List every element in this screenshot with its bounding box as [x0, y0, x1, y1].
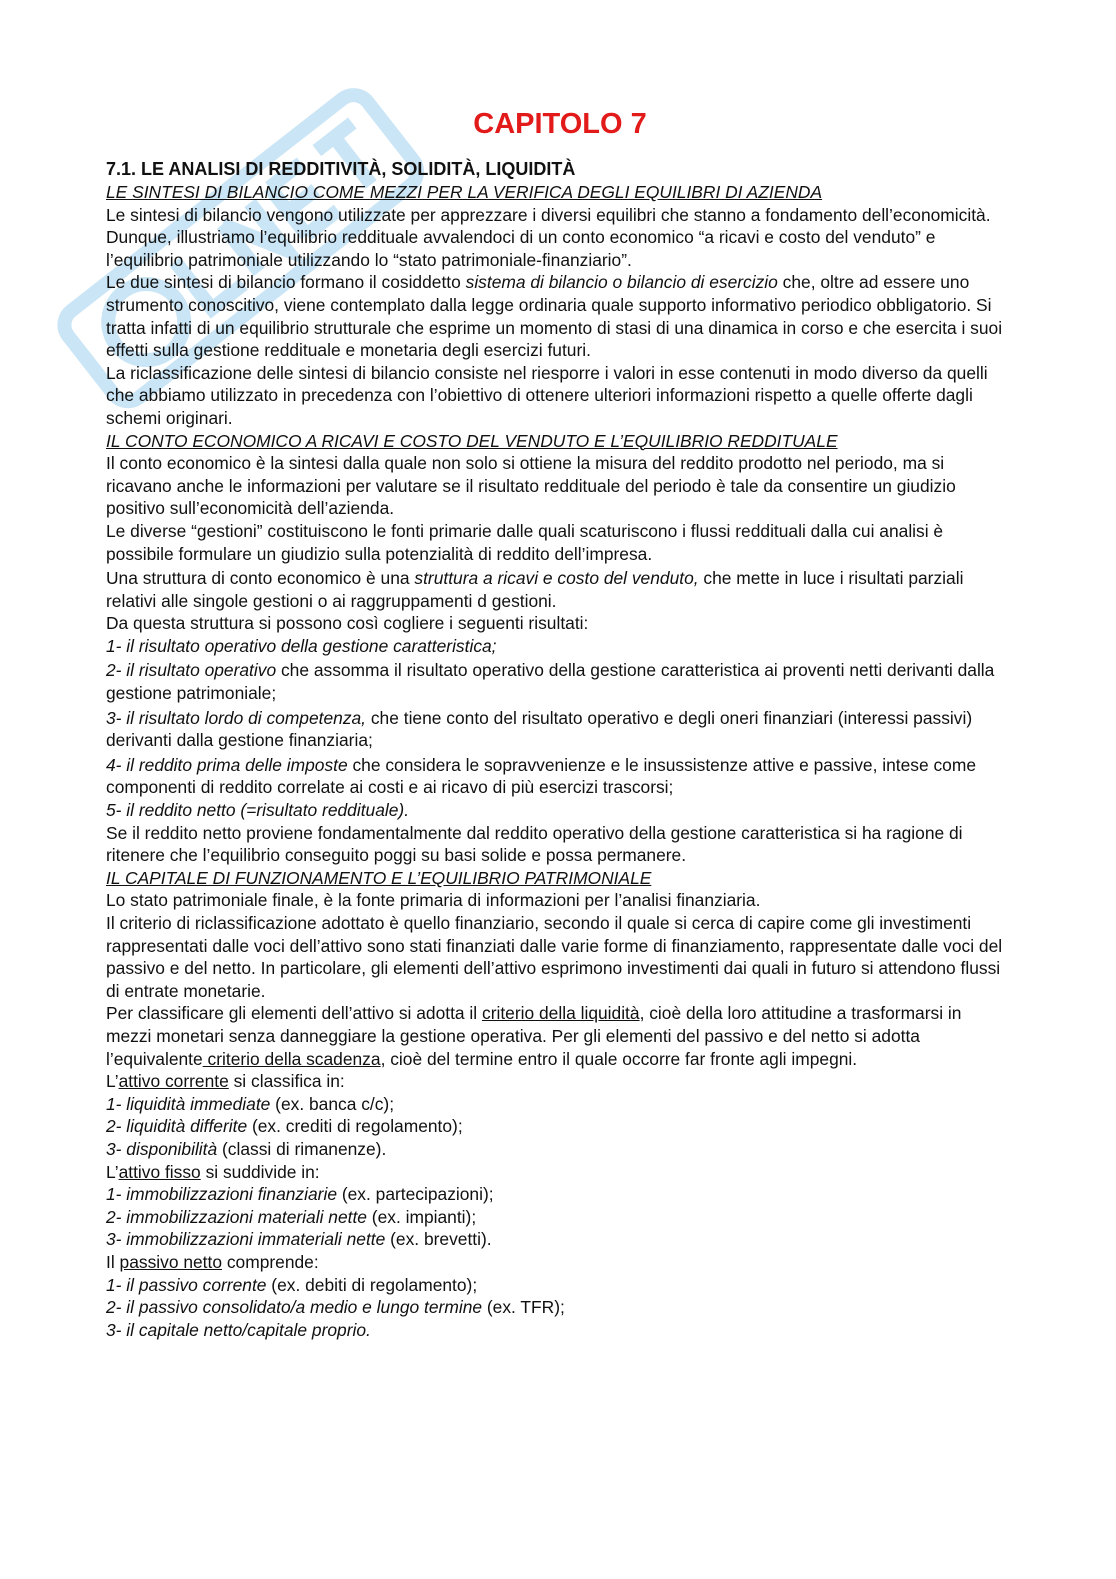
list-item: 1- il risultato operativo della gestione caratteristica;	[106, 635, 497, 656]
passivo-netto-intro: Il passivo netto comprende:	[106, 1251, 319, 1272]
list-item: 2- liquidità differite (ex. crediti di regolamento);	[106, 1116, 463, 1137]
list-item: 3- il risultato lordo di competenza, che tiene conto del risultato operativo e degli oneri finanziari (interessi passivi) derivanti dalla gestione finanziaria;	[106, 707, 973, 751]
list-item: 2- il passivo consolidato/a medio e lungo termine (ex. TFR);	[106, 1297, 565, 1318]
paragraph: La riclassificazione delle sintesi di bilancio consiste nel riesporre i valori in esse contenuti in modo diverso da quelli che abbiamo utilizzato in precedenza con l’obiettivo di ottenere ulteriori informazioni rispetto a quelle offerte dagli schemi originari.	[106, 362, 988, 428]
attivo-corrente-intro: L’attivo corrente si classifica in:	[106, 1071, 345, 1092]
subheading-conto-economico: IL CONTO ECONOMICO A RICAVI E COSTO DEL VENDUTO E L’EQUILIBRIO REDDITUALE	[106, 430, 838, 451]
list-item: 5- il reddito netto (=risultato reddituale).	[106, 800, 410, 821]
paragraph: Se il reddito netto proviene fondamentalmente dal reddito operativo della gestione caratteristica si ha ragione di ritenere che l’equilibrio conseguito poggi su basi solide e possa permanere.	[106, 822, 963, 866]
list-item: 2- il risultato operativo che assomma il risultato operativo della gestione caratteristica ai proventi netti derivanti dalla gestione patrimoniale;	[106, 660, 995, 704]
list-item: 3- disponibilità (classi di rimanenze).	[106, 1138, 387, 1159]
chapter-title: CAPITOLO 7	[473, 108, 647, 140]
list-item: 3- il capitale netto/capitale proprio.	[106, 1319, 371, 1340]
subheading-sintesi-bilancio: LE SINTESI DI BILANCIO COME MEZZI PER LA VERIFICA DEGLI EQUILIBRI DI AZIENDA	[106, 182, 823, 202]
list-item: 4- il reddito prima delle imposte che considera le sopravvenienze e le insussistenze attive e passive, intese come componenti di reddito correlate ai costi e ai ricavo di più esercizi trascorsi;	[106, 754, 976, 798]
list-item: 3- immobilizzazioni immateriali nette (ex. brevetti).	[106, 1229, 492, 1250]
paragraph: Il conto economico è la sintesi dalla quale non solo si ottiene la misura del reddito prodotto nel periodo, ma si ricavano anche le informazioni per valutare se il risultato reddituale del periodo è tale da consentire un giudizio positivo sull’economicità dell’azienda.	[106, 453, 956, 519]
paragraph: Le due sintesi di bilancio formano il cosiddetto sistema di bilancio o bilancio di esercizio che, oltre ad essere uno strumento conoscitivo, viene contemplato dalla legge ordinaria quale supporto informativo periodico obbligatorio. Si tratta infatti di un equilibrio strutturale che esprime un momento di stasi di una dinamica in corso e che esercita i suoi effetti sulla gestione reddituale e monetaria degli esercizi futuri.	[106, 272, 1003, 361]
list-item: 1- liquidità immediate (ex. banca c/c);	[106, 1093, 395, 1114]
paragraph: Per classificare gli elementi dell’attivo si adotta il criterio della liquidità, cioè della loro attitudine a trasformarsi in mezzi monetari senza danneggiare la gestione operativa. Per gli elementi del passivo e del netto si adotta l’equivalente criterio della scadenza, cioè del termine entro il quale occorre far fronte agli impegni.	[106, 1003, 962, 1069]
paragraph: Da questa struttura si possono così cogliere i seguenti risultati:	[106, 613, 589, 634]
list-item: 1- il passivo corrente (ex. debiti di regolamento);	[106, 1274, 478, 1295]
paragraph: Le diverse “gestioni” costituiscono le fonti primarie dalle quali scaturiscono i flussi reddituali dalla cui analisi è possibile formulare un giudizio sulla potenzialità di reddito dell’impresa.	[106, 520, 944, 564]
list-item: 1- immobilizzazioni finanziarie (ex. partecipazioni);	[106, 1184, 494, 1205]
paragraph: Lo stato patrimoniale finale, è la fonte primaria di informazioni per l’analisi finanziaria.	[106, 890, 761, 911]
document-page	[106, 104, 1006, 1341]
section-title: 7.1. LE ANALISI DI REDDITIVITÀ, SOLIDITÀ, LIQUIDITÀ	[106, 159, 576, 179]
paragraph: Il criterio di riclassificazione adottato è quello finanziario, secondo il quale si cerca di capire come gli investimenti rappresentati dalle voci dell’attivo sono stati finanziati dalle varie forme di finanziamento, rappresentate dalle voci del passivo e del netto. In particolare, gli elementi dell’attivo esprimono investimenti dai quali in futuro si attendono flussi di entrate monetarie.	[106, 913, 1003, 1001]
attivo-fisso-intro: L’attivo fisso si suddivide in:	[106, 1161, 320, 1182]
paragraph: Le sintesi di bilancio vengono utilizzate per apprezzare i diversi equilibri che stanno a fondamento dell’economicità. Dunque, illustriamo l’equilibrio reddituale avvalendoci di un conto economico “a ricavi e costo del venduto” e l’equilibrio patrimoniale utilizzando lo “stato patrimoniale-finanziario”.	[106, 204, 991, 270]
paragraph: Una struttura di conto economico è una struttura a ricavi e costo del venduto, che mette in luce i risultati parziali relativi alle singole gestioni o ai raggruppamenti d gestioni.	[106, 568, 964, 611]
subheading-capitale-funzionamento: IL CAPITALE DI FUNZIONAMENTO E L’EQUILIBRIO PATRIMONIALE	[106, 867, 652, 888]
list-item: 2- immobilizzazioni materiali nette (ex. impianti);	[106, 1206, 477, 1227]
